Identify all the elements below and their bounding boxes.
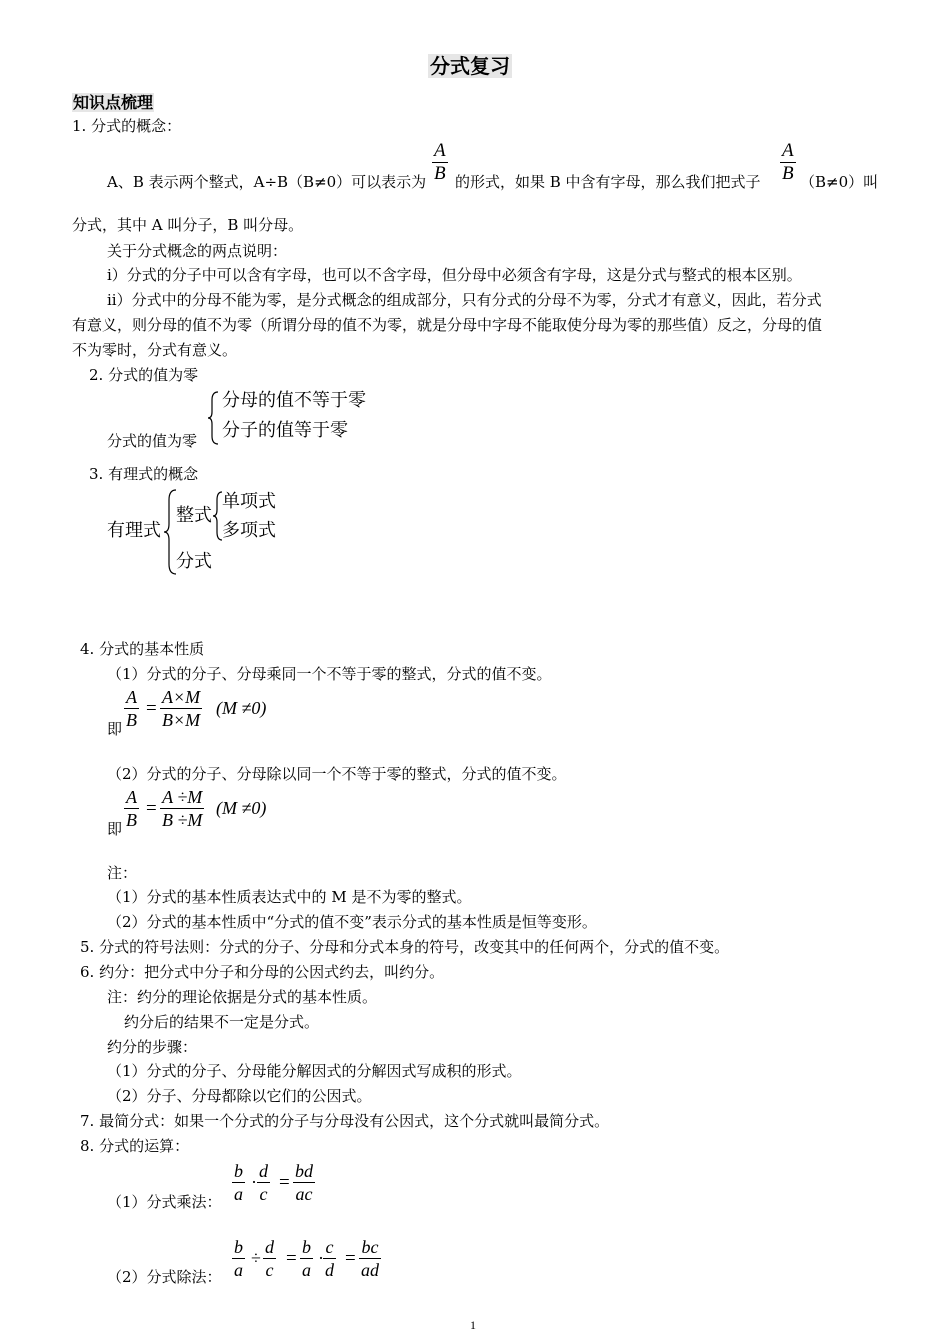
numerator: bc: [361, 1237, 379, 1257]
item7-text: 7. 最简分式：如果一个分式的分子与分母没有公因式，这个分式就叫最简分式。: [80, 1112, 610, 1130]
equals-sign: =: [279, 1172, 290, 1193]
numerator: A ÷M: [162, 787, 203, 807]
item2-label: 分式的值为零: [107, 432, 198, 450]
item1-line-a-part1: A、B 表示两个整式，A÷B（B≠0）可以表示为: [107, 173, 427, 191]
item6-text: 6. 约分：把分式中分子和分母的公因式约去，叫约分。: [80, 963, 445, 981]
numerator: b: [234, 1237, 243, 1257]
fraction-bc-over-ad: [359, 1236, 381, 1281]
item8-heading: 8. 分式的运算：: [80, 1137, 190, 1155]
item4-heading: 4. 分式的基本性质: [80, 640, 205, 658]
denominator: ad: [361, 1260, 379, 1280]
branch-fraction: 分式: [176, 551, 212, 572]
note-ii-line1: ii）分式中的分母不能为零，是分式概念的组成部分，只有分式的分母不为零，分式才有意义，因此，若分式: [107, 291, 822, 309]
fraction-axm-over-bxm: [160, 686, 202, 731]
item1-line-a-part3: （B≠0）叫: [800, 173, 879, 191]
dot-operator: ·: [318, 1248, 324, 1268]
numerator: A: [434, 140, 446, 161]
item6-note-2: 约分后的结果不一定是分式。: [124, 1013, 320, 1031]
page-title: 分式复习: [430, 54, 510, 78]
leaf-monomial: 单项式: [222, 491, 276, 512]
fraction-a-over-b: [124, 786, 139, 831]
fraction-d-over-c: [257, 1160, 270, 1205]
equals-sign: =: [286, 1248, 297, 1269]
item3-heading: 3. 有理式的概念: [89, 465, 199, 483]
item1-line-b: 分式，其中 A 叫分子，B 叫分母。: [72, 216, 304, 234]
page-number: 1: [470, 1318, 476, 1332]
fraction-adivm-over-bdivm: [160, 786, 204, 831]
denominator: c: [259, 1184, 268, 1204]
item1-heading: 1. 分式的概念：: [72, 117, 182, 135]
note-i: i）分式的分子中可以含有字母，也可以不含字母，但分母中必须含有字母，这是分式与整式的根本区别。: [107, 266, 802, 284]
ji-label: 即: [107, 820, 123, 838]
leaf-polynomial: 多项式: [222, 520, 276, 541]
denominator: B×M: [162, 710, 201, 730]
numerator: b: [302, 1237, 311, 1257]
denominator: B: [126, 810, 137, 830]
property-2: （2）分式的分子、分母除以同一个不等于零的整式，分式的值不变。: [107, 765, 567, 783]
denominator: ac: [295, 1184, 313, 1204]
equals-sign: =: [146, 798, 157, 819]
note-1: （1）分式的基本性质表达式中的 M 是不为零的整式。: [107, 888, 472, 906]
denominator: c: [265, 1260, 274, 1280]
denominator: a: [234, 1260, 243, 1280]
numerator: A: [126, 787, 137, 807]
numerator: c: [325, 1237, 334, 1257]
numerator: b: [234, 1161, 243, 1181]
note-2: （2）分式的基本性质中“分式的值不变”表示分式的基本性质是恒等变形。: [107, 913, 597, 931]
item2-heading: 2. 分式的值为零: [89, 366, 199, 384]
denominator: a: [302, 1260, 311, 1280]
denominator: B: [126, 710, 137, 730]
fraction-a-over-b: [432, 140, 448, 185]
note-ii-line3: 不为零时，分式有意义。: [72, 341, 238, 359]
rational-expression-root: 有理式: [107, 520, 161, 541]
denominator: d: [325, 1260, 334, 1280]
fraction-b-over-a-2: [300, 1236, 313, 1281]
item6-step-1: （1）分式的分子、分母能分解因式的分解因式写成积的形式。: [107, 1062, 522, 1080]
denominator: B ÷M: [162, 810, 203, 830]
item6-steps-label: 约分的步骤：: [107, 1038, 198, 1056]
fraction-a-over-b-2: [780, 140, 796, 185]
item6-note-1: 注：约分的理论依据是分式的基本性质。: [107, 988, 378, 1006]
section-heading: 知识点梳理: [73, 93, 154, 112]
item1-line-a-part2: 的形式，如果 B 中含有字母，那么我们把式子: [455, 173, 761, 191]
note-ii-line2: 有意义，则分母的值不为零（所谓分母的值不为零，就是分母中字母不能取使分母为零的那些值）反之，分母的值: [72, 316, 823, 334]
note-label: 注：: [107, 864, 138, 882]
fraction-b-over-a: [232, 1160, 245, 1205]
branch-polynomial: 整式: [176, 505, 212, 526]
denominator: B: [434, 163, 446, 184]
numerator: d: [259, 1161, 268, 1181]
left-brace-icon: [206, 390, 220, 446]
property-1: （1）分式的分子、分母乘同一个不等于零的整式，分式的值不变。: [107, 665, 552, 683]
fraction-a-over-b: [124, 686, 139, 731]
fraction-bd-over-ac: [293, 1160, 315, 1205]
numerator: A: [782, 140, 794, 161]
fraction-c-over-d: [323, 1236, 336, 1281]
equals-sign: =: [146, 698, 157, 719]
condition-denominator: 分母的值不等于零: [222, 390, 366, 411]
equals-sign: =: [345, 1248, 356, 1269]
condition-m-nonzero: (M ≠0): [216, 798, 267, 818]
denominator: B: [782, 163, 794, 184]
numerator: d: [265, 1237, 274, 1257]
item6-step-2: （2）分子、分母都除以它们的公因式。: [107, 1087, 372, 1105]
numerator: A×M: [162, 687, 201, 707]
division-label: （2）分式除法：: [107, 1268, 222, 1286]
condition-m-nonzero: (M ≠0): [216, 698, 267, 718]
numerator: A: [126, 687, 137, 707]
condition-numerator: 分子的值等于零: [222, 420, 348, 441]
denominator: a: [234, 1184, 243, 1204]
item5-text: 5. 分式的符号法则：分式的分子、分母和分式本身的符号，改变其中的任何两个，分式的值不变。: [80, 938, 730, 956]
fraction-d-over-c: [263, 1236, 276, 1281]
dot-operator: ·: [251, 1172, 257, 1192]
division-operator: ÷: [251, 1248, 261, 1268]
notes-intro: 关于分式概念的两点说明：: [107, 242, 288, 260]
numerator: bd: [295, 1161, 313, 1181]
fraction-b-over-a: [232, 1236, 245, 1281]
multiplication-label: （1）分式乘法：: [107, 1193, 222, 1211]
ji-label: 即: [107, 720, 123, 738]
